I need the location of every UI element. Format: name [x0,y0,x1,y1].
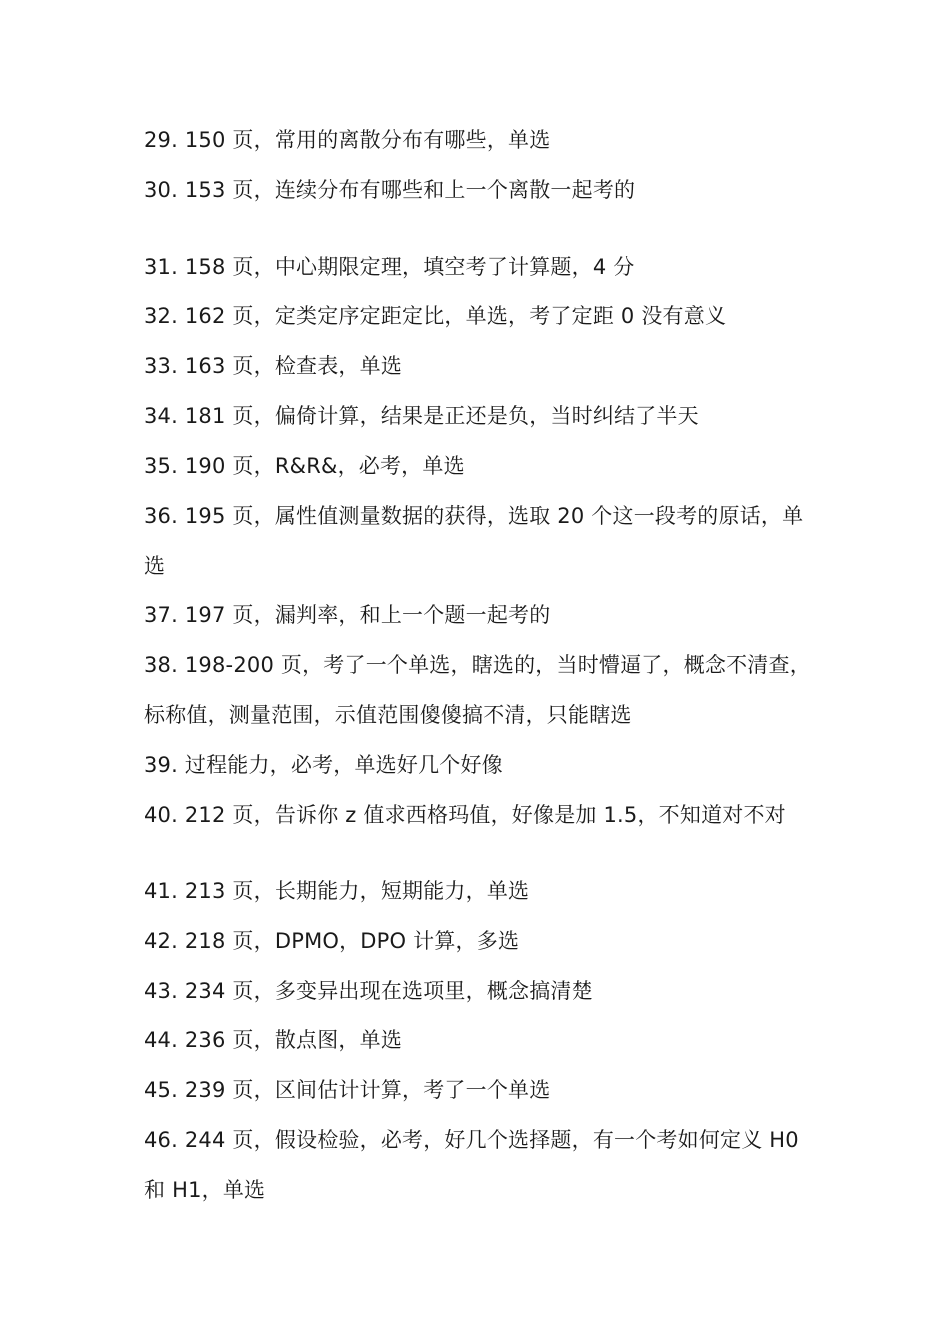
text-line: 45. 239 页，区间估计计算，考了一个单选 [144,1078,551,1102]
text-line: 标称值，测量范围，示值范围傻傻搞不清，只能瞎选 [144,703,632,727]
text-line: 34. 181 页，偏倚计算，结果是正还是负，当时纠结了半天 [144,404,699,428]
text-line: 39. 过程能力，必考，单选好几个好像 [144,753,503,777]
text-line: 30. 153 页，连续分布有哪些和上一个离散一起考的 [144,178,636,202]
text-line: 36. 195 页，属性值测量数据的获得，选取 20 个这一段考的原话，单 [144,504,804,528]
text-line: 40. 212 页，告诉你 z 值求西格玛值，好像是加 1.5，不知道对不对 [144,803,786,827]
text-line: 33. 163 页，检查表，单选 [144,354,403,378]
text-line: 42. 218 页，DPMO，DPO 计算，多选 [144,929,520,953]
text-line: 46. 244 页，假设检验，必考，好几个选择题，有一个考如何定义 H0 [144,1128,799,1152]
text-line: 43. 234 页，多变异出现在选项里，概念搞清楚 [144,979,593,1003]
text-line: 38. 198-200 页，考了一个单选，瞎选的，当时懵逼了，概念不清查， [144,653,811,677]
text-line: 选 [144,554,166,578]
text-line: 41. 213 页，长期能力，短期能力，单选 [144,879,530,903]
text-line: 29. 150 页，常用的离散分布有哪些，单选 [144,128,551,152]
text-line: 32. 162 页，定类定序定距定比，单选，考了定距 0 没有意义 [144,304,727,328]
text-line: 44. 236 页，散点图，单选 [144,1028,403,1052]
text-line: 35. 190 页，R&R&，必考，单选 [144,454,465,478]
text-line: 和 H1，单选 [144,1178,266,1202]
text-line: 37. 197 页，漏判率，和上一个题一起考的 [144,603,551,627]
text-line: 31. 158 页，中心期限定理，填空考了计算题，4 分 [144,255,635,279]
